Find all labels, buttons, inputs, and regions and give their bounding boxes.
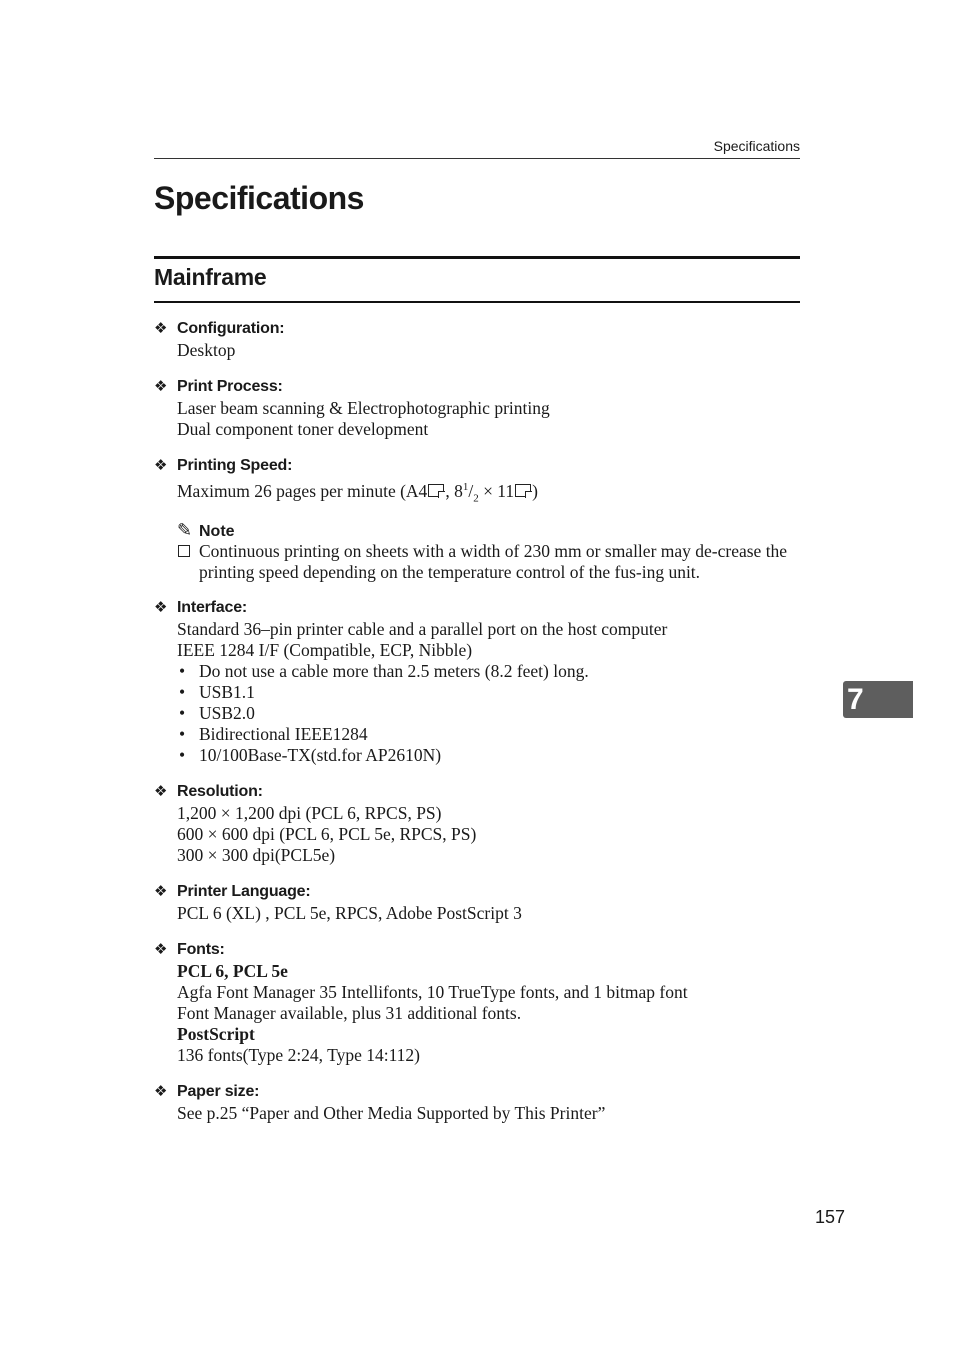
diamond-bullet-icon: ❖ (154, 378, 168, 395)
section-rule-top (154, 256, 800, 259)
running-head: Specifications (154, 138, 800, 159)
diamond-bullet-icon: ❖ (154, 883, 168, 901)
spec-line: 1,200 × 1,200 dpi (PCL 6, RPCS, PS) (177, 803, 442, 824)
spec-line: Desktop (177, 340, 236, 360)
note-label: Note (199, 523, 235, 541)
spec-line: Agfa Font Manager 35 Intellifonts, 10 TrueType fonts, and 1 bitmap font (177, 982, 688, 1003)
fonts-subheading: PCL 6, PCL 5e (177, 961, 288, 982)
diamond-bullet-icon: ❖ (154, 599, 168, 617)
diamond-bullet-icon: ❖ (154, 457, 168, 474)
diamond-bullet-icon: ❖ (154, 320, 168, 337)
spec-label: Configuration: (177, 320, 285, 337)
spec-label: Resolution: (177, 783, 263, 801)
pencil-note-icon: ✎ (177, 520, 193, 541)
spec-label: Printer Language: (177, 883, 311, 901)
spec-print-process (154, 376, 800, 440)
diamond-bullet-icon: ❖ (154, 1083, 168, 1101)
list-item: • Bidirectional IEEE1284 (177, 724, 800, 745)
spec-printing-speed (154, 455, 800, 509)
list-item: • USB1.1 (177, 682, 800, 703)
list-item: • Do not use a cable more than 2.5 meters (8.2 feet) long. (177, 661, 800, 682)
spec-line: PCL 6 (XL) , PCL 5e, RPCS, Adobe PostScript 3 (177, 903, 522, 924)
spec-line: Dual component toner development (177, 419, 429, 439)
spec-label: Paper size: (177, 1083, 260, 1101)
spec-paper-size (154, 1081, 800, 1124)
page-title: Specifications (154, 180, 364, 216)
page-number: 157 (814, 1207, 845, 1227)
section-title: Mainframe (154, 264, 267, 290)
cross-reference-link[interactable]: See p.25 “Paper and Other Media Supported by This Printer” (177, 1103, 606, 1124)
spec-line: 600 × 600 dpi (PCL 6, PCL 5e, RPCS, PS) (177, 824, 477, 845)
note-item (177, 541, 800, 583)
spec-resolution (154, 781, 800, 866)
note-block (177, 519, 800, 583)
spec-label: Printing Speed: (177, 457, 293, 474)
fonts-subheading: PostScript (177, 1024, 255, 1045)
spec-line: Maximum 26 pages per minute (A4 , $8^1/_2 \times 11$ ) (177, 480, 538, 505)
list-item: • USB2.0 (177, 703, 800, 724)
spec-line: Standard 36–pin printer cable and a parallel port on the host computer (177, 619, 668, 640)
paper-orientation-icon (515, 484, 531, 497)
diamond-bullet-icon: ❖ (154, 941, 168, 959)
spec-fonts (154, 939, 800, 1066)
note-text: Continuous printing on sheets with a width of 230 mm or smaller may de-crease the printing speed depending on the temperature control of the fus-ing unit. (199, 541, 788, 583)
spec-label: Print Process: (177, 378, 283, 395)
spec-list (154, 318, 800, 1139)
spec-interface (154, 597, 800, 766)
spec-line: IEEE 1284 I/F (Compatible, ECP, Nibble) (177, 640, 473, 661)
spec-printer-language (154, 881, 800, 924)
checkbox-bullet-icon (178, 545, 190, 557)
list-item: • 10/100Base-TX(std.for AP2610N) (177, 745, 800, 766)
chapter-tab: 7 (843, 681, 913, 718)
spec-label: Interface: (177, 599, 248, 617)
spec-line: 300 × 300 dpi(PCL5e) (177, 845, 336, 866)
spec-line: 136 fonts(Type 2:24, Type 14:112) (177, 1045, 421, 1066)
spec-line: Font Manager available, plus 31 additional fonts. (177, 1003, 522, 1024)
paper-orientation-icon (428, 484, 444, 497)
interface-bullet-list (177, 661, 800, 766)
spec-label: Fonts: (177, 941, 225, 959)
spec-configuration (154, 318, 800, 361)
spec-line: Laser beam scanning & Electrophotographic printing (177, 398, 550, 418)
section-rule-bottom (154, 301, 800, 303)
diamond-bullet-icon: ❖ (154, 783, 168, 801)
